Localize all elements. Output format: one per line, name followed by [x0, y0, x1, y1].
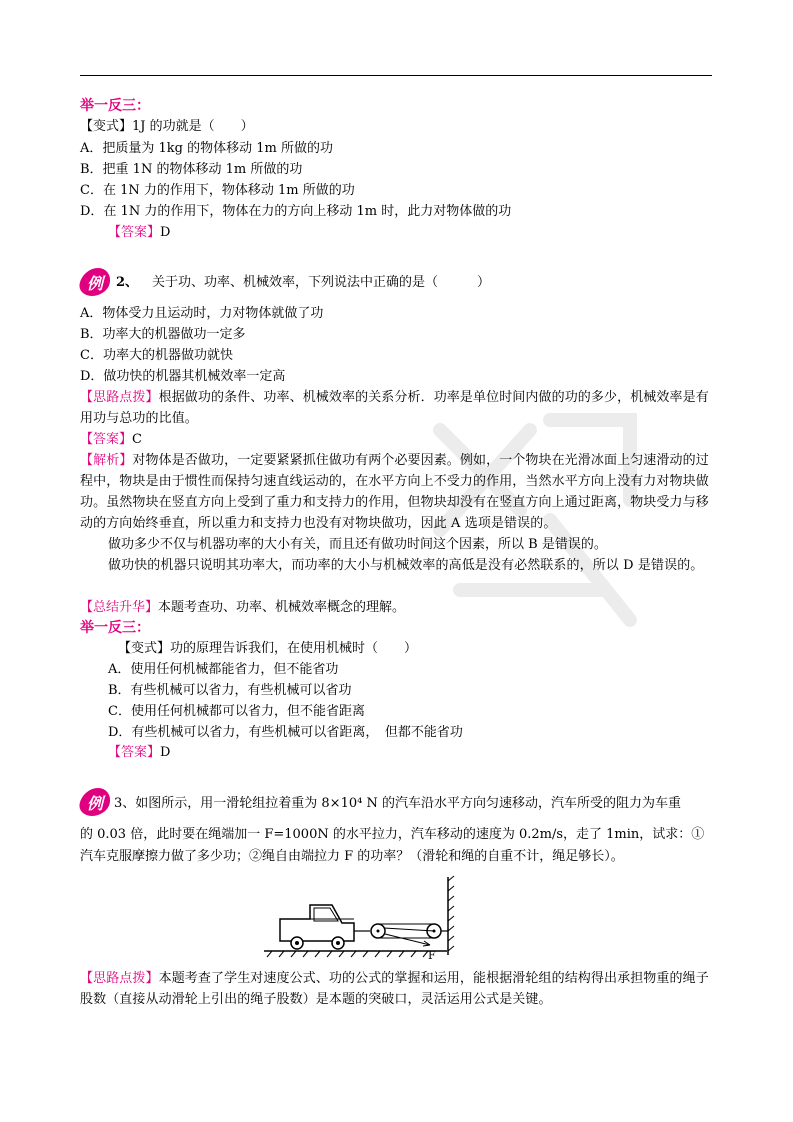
section1-option-c: C．在 1N 力的作用下，物体移动 1m 所做的功: [80, 183, 355, 198]
example2-answer: [80, 429, 142, 451]
example2-option-a: A．物体受力且运动时，力对物体就做了功: [80, 306, 324, 321]
example3-line-1: 3、如图所示，用一滑轮组拉着重为 8×10⁴ N 的汽车沿水平方向匀速移动，汽车所受的阻力为车重: [114, 796, 681, 811]
example2-number: 2、: [116, 275, 139, 290]
example2-analysis-p3: 做功快的机器只说明其功率大，而功率的大小与机械效率的高低是没有必然联系的，所以 D 是错误的。: [108, 558, 704, 573]
section1-option-a: A．把质量为 1kg 的物体移动 1m 所做的功: [80, 141, 333, 156]
example2-analysis-p2: 做功多少不仅与机器功率的大小有关，而且还有做功时间这个因素，所以 B 是错误的。: [108, 537, 607, 552]
hint-text: 本题考查了学生对速度公式、功的公式的掌握和运用，能根据滑轮组的结构得出承担物重的绳子股数（直接从动滑轮上引出的绳子股数）是本题的突破口，灵活运用公式是关键。: [80, 971, 709, 1007]
example3-line-3: 汽车克服摩擦力做了多少功；②绳自由端拉力 F 的功率？（滑轮和绳的自重不计，绳足够长）。: [80, 849, 624, 864]
hint-text: 根据做功的条件、功率、机械效率的关系分析．功率是单位时间内做的功的多少，机械效率是有用功与总功的比值。: [80, 390, 709, 426]
truck-pulley-figure: [262, 875, 457, 961]
summary-label: 【总结升华】: [80, 600, 159, 615]
example-badge-2: [80, 268, 112, 296]
example2-question: 关于功、功率、机械效率，下列说法中正确的是（ ）: [152, 275, 491, 290]
example3-line-2: 的 0.03 倍，此时要在绳端加一 F=1000N 的水平拉力，汽车移动的速度为 0.2m/s，走了 1min，试求：①: [80, 827, 705, 842]
analysis-label: 【解析】: [80, 453, 133, 468]
section2-option-a: A．使用任何机械都能省力，但不能省功: [108, 662, 339, 677]
example2-question-line: [116, 272, 490, 294]
example2-option-c: C．功率大的机器做功就快: [80, 348, 233, 363]
badge-text: 例: [87, 274, 104, 293]
answer-label: 【答案】: [80, 432, 133, 447]
header-rule: [80, 75, 712, 76]
answer-value: C: [132, 432, 142, 447]
example-badge-3: [80, 788, 112, 816]
answer-value: D: [160, 225, 171, 240]
example2-option-b: B．功率大的机器做功一定多: [80, 327, 246, 342]
section2-heading: 举一反三：: [80, 620, 150, 636]
section1-option-b: B．把重 1N 的物体移动 1m 所做的功: [80, 162, 303, 177]
analysis-text: 对物体是否做功，一定要紧紧抓住做功有两个必要因素。例如，一个物块在光滑冰面上匀速滑动的过程中，物块是由于惯性而保持匀速直线运动的，在水平方向上不受力的作用，当然水平方向上没有力对物块做功。虽然物块在竖直方向上受到了重力和支持力的作用，但物块却没有在竖直方向上通过距离，物块受力与移动的方向始终垂直，所以重力和支持力也没有对物块做功，因此 A 选项是错误的。: [80, 453, 709, 531]
answer-label: 【答案】: [108, 745, 161, 760]
badge-text: 例: [87, 794, 104, 813]
example2-analysis: [80, 450, 714, 534]
section2-question: 【变式】功的原理告诉我们，在使用机械时（ ）: [118, 641, 418, 656]
section2-answer: [108, 742, 170, 764]
section2-option-c: C．使用任何机械都可以省力，但不能省距离: [108, 704, 365, 719]
answer-label: 【答案】: [108, 225, 161, 240]
force-label: F: [428, 949, 436, 961]
section1-option-d: D．在 1N 力的作用下，物体在力的方向上移动 1m 时，此力对物体做的功: [80, 204, 512, 219]
answer-value: D: [160, 745, 171, 760]
hint-label: 【思路点拨】: [80, 390, 159, 405]
example2-hint: [80, 387, 714, 429]
summary-text: 本题考查功、功率、机械效率概念的理解。: [158, 600, 406, 615]
section1-heading: 举一反三：: [80, 98, 150, 114]
example3-hint: [80, 968, 714, 1010]
hint-label: 【思路点拨】: [80, 971, 159, 986]
section2-option-d: D．有些机械可以省力，有些机械可以省距离， 但都不能省功: [108, 725, 463, 740]
section1-answer: [108, 222, 170, 244]
example2-summary: [80, 597, 405, 619]
section1-question: 【变式】1J 的功就是（ ）: [80, 119, 254, 134]
example2-option-d: D．做功快的机器其机械效率一定高: [80, 369, 286, 384]
section2-option-b: B．有些机械可以省力，有些机械可以省功: [108, 683, 352, 698]
